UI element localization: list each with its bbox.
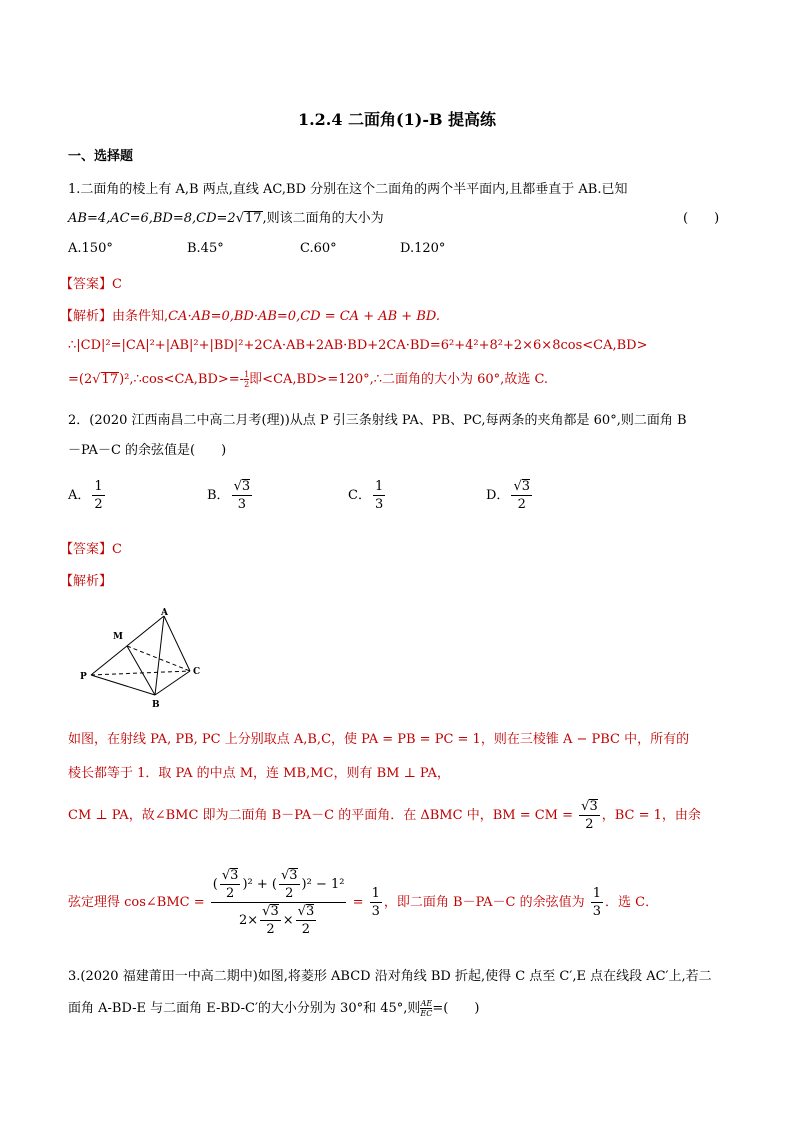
q2-stem-line1: 2．(2020 江西南昌二中高二月考(理))从点 P 引三条射线 PA、PB、PC,每两条的夹角都是 60°,则二面角 B (68, 413, 687, 428)
figure-label-c: C (193, 667, 201, 677)
q1-analysis-text-3b: )²,∴cos<CA,BD>=- (119, 372, 245, 387)
q1-option-b: B.45° (187, 241, 224, 256)
q1-vector-relations: CA·AB=0,BD·AB=0,CD = CA + AB + BD. (168, 309, 440, 324)
q2-cosine-fraction: ( $\frac{√3}{2}$ )² + ( $\frac{√3}{2}$ )² − 1² 2× $\frac{√3}{2}$ × $\frac{√3}{2}$ (212, 868, 345, 937)
figure-label-a: A (161, 608, 168, 618)
q2-answer-value: C (112, 542, 122, 557)
figure-label-p: P (80, 672, 87, 682)
page-title: 1.2.4 二面角(1)-B 提高练 (297, 110, 497, 129)
q2-root3-over-2: $\frac{√3}{2}$ (581, 799, 598, 832)
q3-answer-paren: =( ) (432, 1001, 480, 1016)
q2-solution-text-3b: ，BC = 1，由余 (601, 808, 701, 823)
q1-answer-value: C (112, 277, 122, 292)
q1-option-c: C.60° (300, 241, 337, 256)
section-heading: 一、选择题 (68, 149, 134, 164)
q2-option-b: B． $\frac{√3}{3}$ (207, 479, 251, 512)
q2-solution-line3 (68, 798, 701, 833)
q2-one-third: $\frac{1}{3}$ (371, 886, 380, 919)
q2-stem-line2: －PA－C 的余弦值是( ) (68, 443, 227, 458)
q2-equals: = (348, 895, 368, 910)
q2-option-d: D． $\frac{√3}{2}$ (486, 479, 531, 512)
q1-analysis-line2: ∴|CD|²=|CA|²+|AB|²+|BD|²+2CA·AB+2AB·BD+2CA·BD=6²+4²+8²+2×6×8cos<CA,BD> (68, 338, 648, 353)
figure-label-b: B (152, 700, 160, 710)
q2-option-c: C． $\frac{1}{3}$ (348, 479, 384, 512)
q1-answer-paren: ( ) (683, 211, 720, 226)
q2-one-third-answer: $\frac{1}{3}$ (592, 886, 602, 919)
q1-option-d: D.120° (400, 241, 446, 256)
q1-given-values: AB=4,AC=6,BD=8,CD=2 (68, 211, 236, 226)
q1-analysis-label: 【解析】 (60, 309, 113, 324)
q2-analysis-label: 【解析】 (60, 574, 113, 589)
q2-option-a: A． $\frac{1}{2}$ (68, 479, 103, 512)
q3-stem-text: 面角 A-BD-E 与二面角 E-BD-C′的大小分别为 30°和 45°,则 (68, 1001, 421, 1016)
q1-option-a: A.150° (68, 241, 113, 256)
q1-analysis-text-3a: =(2 (68, 372, 93, 387)
q2-option-b-label: B． (207, 488, 230, 503)
q2-option-a-label: A． (68, 488, 91, 503)
q1-half-fraction: $\frac{1}{2}$ (244, 370, 250, 389)
q2-solution-text-3a: CM ⊥ PA，故∠BMC 即为二面角 B－PA－C 的平面角．在 ΔBMC 中，BM = CM = (68, 808, 578, 823)
q2-option-d-label: D． (486, 488, 510, 503)
q1-stem-line2: AB=4,AC=6,BD=8,CD=2√17,则该二面角的大小为 (68, 211, 384, 226)
tetrahedron-figure (75, 605, 215, 715)
q1-answer-label: 【答案】 (60, 277, 113, 292)
q3-ratio-fraction: $\frac{AE}{EC}$ (420, 999, 433, 1018)
q1-stem-line1: 1.二面角的棱上有 A,B 两点,直线 AC,BD 分别在这个二面角的两个半平面内,且都垂直于 AB.已知 (68, 182, 628, 197)
q2-answer (60, 538, 122, 557)
q2-answer-label: 【答案】 (60, 542, 113, 557)
q2-solution-text-4c: ，即二面角 B－PA－C 的余弦值为 (383, 895, 589, 910)
q2-solution-line2: 棱长都等于 1．取 PA 的中点 M，连 MB,MC，则有 BM ⊥ PA， (68, 766, 450, 781)
q2-solution-line4 (68, 867, 658, 938)
q1-radicand: 17 (244, 211, 262, 226)
q2-solution-line1: 如图，在射线 PA, PB, PC 上分别取点 A,B,C，使 PA = PB = PC = 1，则在三棱锥 A − PBC 中，所有的 (68, 732, 690, 747)
q1-analysis-radicand: 17 (101, 372, 119, 387)
q3-stem-line1: 3.(2020 福建莆田一中高二期中)如图,将菱形 ABCD 沿对角线 BD 折起,使得 C 点至 C′,E 点在线段 AC′上,若二 (68, 969, 712, 984)
q2-solution-text-4a: 弦定理得 cos∠BMC = (68, 895, 209, 910)
q2-solution-text-4d: ．选 C． (605, 895, 659, 910)
q1-analysis-line3: =(2√17)²,∴cos<CA,BD>=- $\frac{1}{2}$ 即<CA,BD>=120°,∴二面角的大小为 60°,故选 C. (68, 370, 549, 389)
q1-analysis-text: 由条件知, (112, 309, 169, 324)
q2-option-c-label: C． (348, 488, 371, 503)
figure-label-m: M (113, 632, 123, 642)
q1-answer (60, 273, 122, 292)
q1-question-text: ,则该二面角的大小为 (262, 211, 384, 226)
q1-analysis-line1 (60, 305, 440, 324)
q3-stem-line2 (68, 997, 479, 1018)
q1-analysis-conclusion: 即<CA,BD>=120°,∴二面角的大小为 60°,故选 C. (249, 372, 549, 387)
